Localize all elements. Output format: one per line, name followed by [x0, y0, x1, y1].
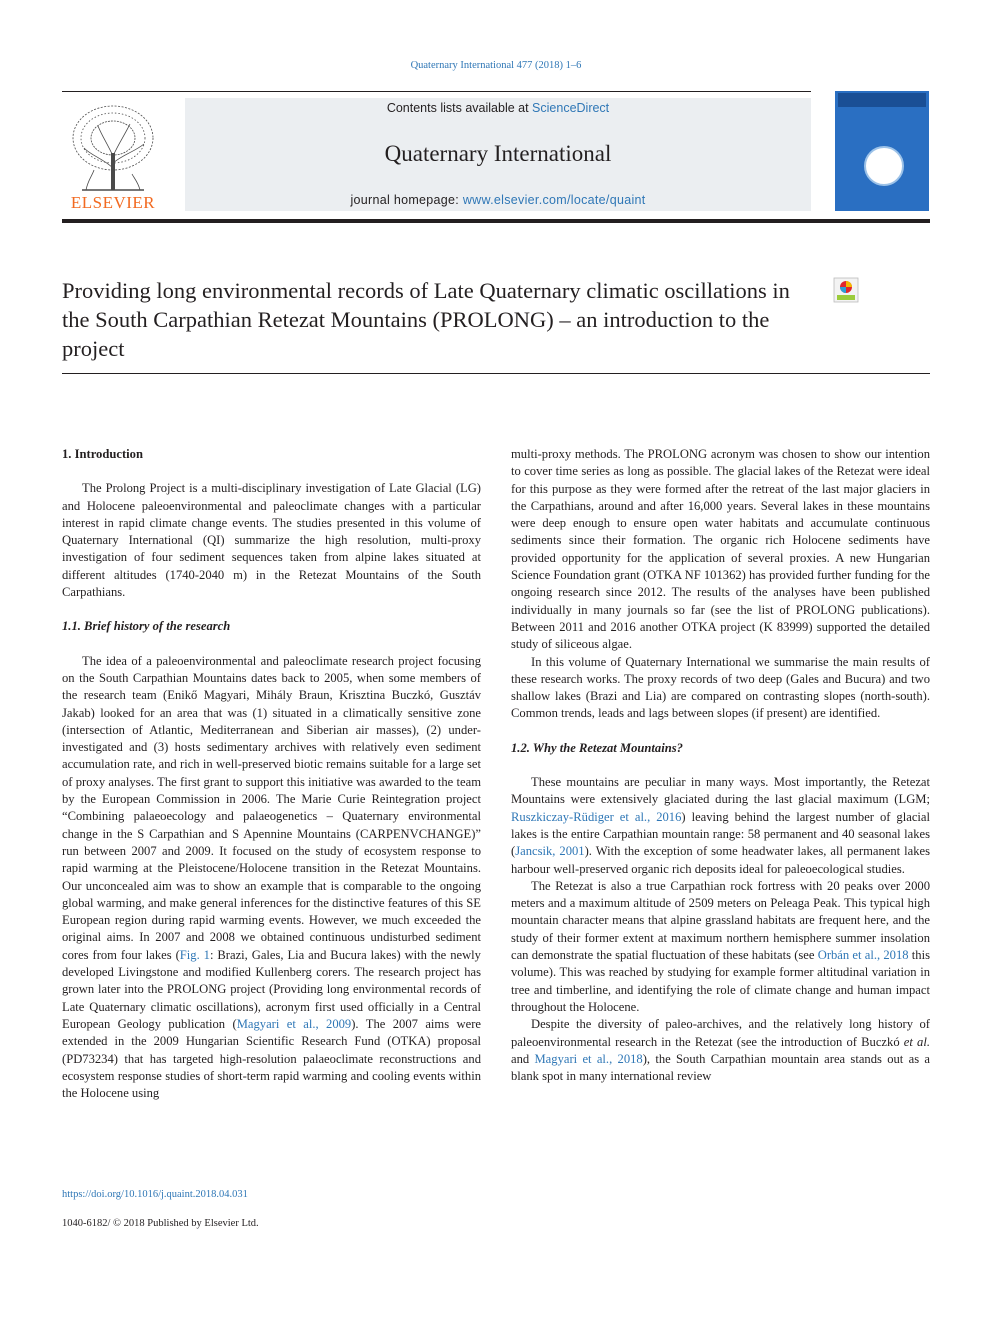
intro-paragraph: The Prolong Project is a multi-disciplinary investigation of Late Glacial (LG) and Holocene paleoenvironmental and paleoclimate changes with a particular interest in rapid climate change events. The studies presented in this volume of Quaternary International (QI) summarize the high resolution, multi-proxy investigation of four sediment sequences taken from alpine lakes situated at different altitudes (1740-2040 m) in the Retezat Mountains of the South Carpathians. [62, 481, 481, 600]
continued-paragraph: multi-proxy methods. The PROLONG acronym was chosen to show our intention to cover time series as long as possible. The glacial lakes of the Retezat were ideal for this purpose as they were formed after the retreat of the last major glaciers in the Carpathians, around and after 16,000 years. Several lakes in these mountains were deep enough to ensure open water habitats and accumulate continuous sediments since their formation. The organic rich Holocene sediments have provided opportunity for the application of several proxies. A new Hungarian Science Foundation grant (OTKA NF 101362) has provided further funding for the ongoing research since 2012. The results of the analyses have been published individually in many journals so far (see the list of PROLONG publications). Between 2011 and 2016 another OTKA project (K 83999) supported the detailed study of siliceous algae. [511, 447, 930, 652]
doi-link[interactable]: https://doi.org/10.1016/j.quaint.2018.04.031 [62, 1189, 248, 1200]
journal-name: Quaternary International [384, 141, 612, 166]
spacer [62, 636, 481, 653]
why-paragraph-1: These mountains are peculiar in many ways. Most importantly, the Retezat Mountains were extensively glaciated during the last glacial maximum (LGM; Ruszkiczay-Rüdiger et al., 2016) leaving behind the largest number of glacial lakes is the entire Carpathian mountain range: 58 permanent and 40 seasonal lakes (Jancsik, 2001). With the exception of some headwater lakes, all permanent lakes harbour well-preserved organic rich deposits ideal for paleoecological studies. [511, 775, 931, 876]
volume-summary-paragraph: In this volume of Quaternary International we summarise the main results of these research works. The proxy records of two deep (Gales and Bucura) and two shallow lakes (Brazi and Lia) are compared on contrasting slopes (north-south). Common trends, leads and lags between slopes (if present) are identified. [511, 654, 930, 721]
cover-title-strip [838, 93, 926, 107]
reference-link-magyari-2018[interactable]: Magyari et al., 2018 [534, 1051, 643, 1066]
why-paragraph-3: Despite the diversity of paleo-archives, and the relatively long history of paleoenvironmental research in the Retezat (see the introduction of Buczkó et al. and Magyari et al., 2018), the South Carpathian mountain area stands out as a blank spot in many international review [511, 1017, 931, 1084]
elsevier-wordmark[interactable]: ELSEVIER [70, 193, 156, 212]
homepage-line [185, 193, 811, 207]
reference-link-ruszkiczay-2016[interactable]: Ruszkiczay-Rüdiger et al., 2016 [511, 809, 682, 824]
left-column [62, 446, 481, 1102]
figure-1-link[interactable]: Fig. 1 [179, 947, 210, 962]
spacer [511, 723, 930, 740]
reference-link-orban-2018[interactable]: Orbán et al., 2018 [817, 948, 909, 963]
reference-link-jancsik-2001[interactable]: Jancsik, 2001 [515, 844, 585, 859]
journal-cover-thumbnail[interactable] [835, 91, 929, 211]
spacer [62, 463, 481, 480]
reference-link-magyari-2009[interactable]: Magyari et al., 2009 [236, 1016, 352, 1031]
homepage-prefix: journal homepage: [350, 193, 463, 207]
check-for-updates-icon[interactable] [833, 277, 859, 303]
spacer [511, 757, 930, 774]
title-rule [62, 373, 930, 374]
journal-homepage-link[interactable]: www.elsevier.com/locate/quaint [462, 193, 646, 207]
subsection-heading-why-retezat: 1.2. Why the Retezat Mountains? [511, 740, 683, 755]
journal-citation[interactable]: Quaternary International 477 (2018) 1–6 [410, 60, 582, 71]
contents-prefix: Contents lists available at [386, 101, 533, 115]
sciencedirect-link[interactable]: ScienceDirect [532, 101, 610, 115]
header-rule-top [62, 91, 811, 92]
section-heading-introduction: 1. Introduction [62, 447, 143, 461]
header-rule-bottom [62, 219, 930, 223]
why-paragraph-2: The Retezat is also a true Carpathian rock fortress with 20 peaks over 2000 meters and a maximum altitude of 2509 meters on Peleaga Peak. This typical high mountain character means that alpine grassland habitats are frequent here, and the study of their former extent at maximum northern hemisphere summer insolation can demonstrate the spatial fluctuation of these habitats (see Orbán et al., 2018 this volume). This was reached by studying for example former altitudinal variation in tree and timberline, and identifying the role of climate change and human impact throughout the Holocene. [511, 878, 930, 1014]
right-column [511, 446, 930, 1085]
issn-copyright: 1040-6182/ © 2018 Published by Elsevier Ltd. [62, 1218, 259, 1229]
subsection-heading-history: 1.1. Brief history of the research [62, 619, 231, 634]
contents-line [185, 101, 811, 115]
history-paragraph: The idea of a paleoenvironmental and paleoclimate research project focusing on the South Carpathian Mountains dates back to 2005, when some members of the research team (Enikő Magyari, Mihály Braun, Krisztina Buczkó, Gusztáv Jakab) looked for an area that was (1) situated in a climatically sensitive zone (intersection of Atlantic, Mediterranean and Siberian air masses), (2) under-investigated and (3) hosts sedimentary archives with relatively even sediment accumulation rate, and rich in well-preserved biotic remains suitable for a large set of proxy analyses. The first grant to support this initiative was awarded to the team by the European Commission in 2006. The Marie Curie Reintegration project “Combining palaeoecology and palaeogenetics – Quaternary environmental change in the S Carpathian and S Apennine Mountains (CARPENVCHANGE)” run between 2007 and 2009. It focused on the study of ecosystem response to rapid warming at the Pleistocene/Holocene transition in the Retezat Mountains. Our unconcealed aim was to show an example that is comparable to the ongoing global warming, and make general inferences for the distinctive features of this SE European region during rapid warming events. However, we much exceeded the original aims. In 2007 and 2008 we obtained continuous undisturbed sediment cores from four lakes (Fig. 1: Brazi, Gales, Lia and Bucura lakes) with the newly developed Livingstone and modified Kullenberg corers. The research project has grown later into the PROLONG project (Providing long environmental records of Late Quaternary climatic oscillations), acronym first used officially in a Central European Geology publication (Magyari et al., 2009). The 2007 aims were extended in the 2009 Hungarian Scientific Research Fund (OTKA) proposal (PD73234) that has targeted high-resolution palaeoclimate reconstructions and ecosystem response studies of short-term rapid warming and cooling events within the Holocene using [62, 653, 481, 1101]
spacer [62, 601, 481, 618]
cover-emblem-icon [864, 146, 904, 186]
article-title: Providing long environmental records of Late Quaternary climatic oscillations in the South Carpathian Retezat Mountains (PROLONG) – an introduction to the project [62, 278, 790, 361]
